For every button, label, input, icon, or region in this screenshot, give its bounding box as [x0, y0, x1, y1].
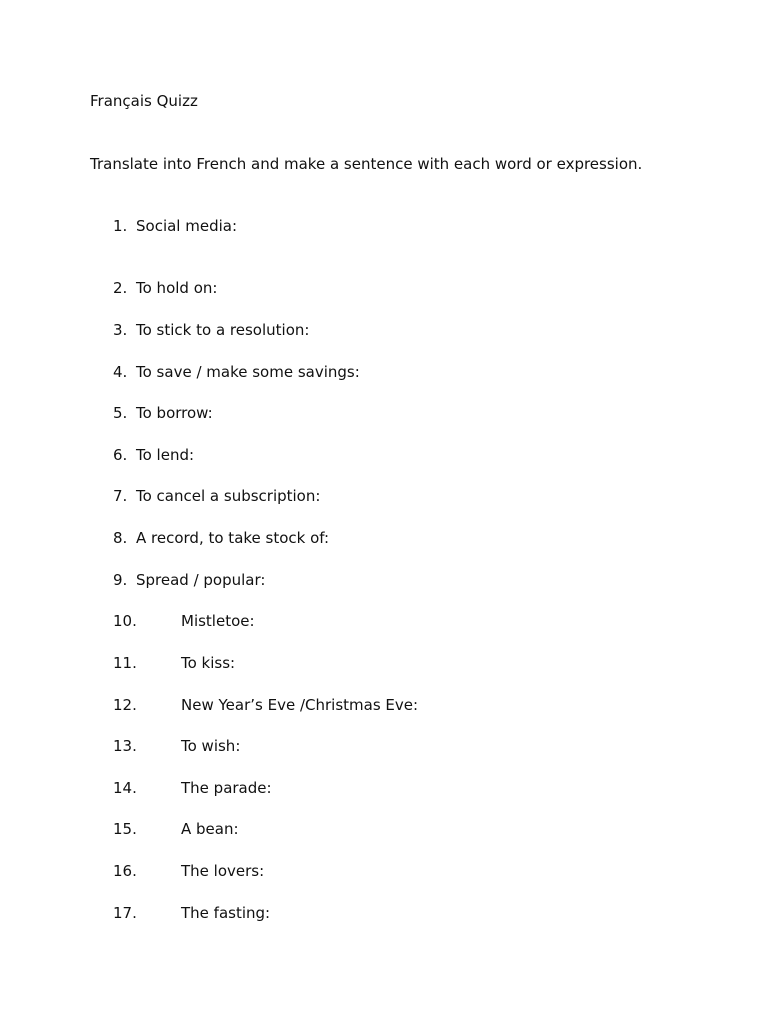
quiz-item-number: 9. [113, 571, 128, 589]
quiz-item [0, 321, 700, 339]
quiz-item-text: Mistletoe: [181, 612, 255, 630]
quiz-item-text: To kiss: [181, 654, 236, 672]
quiz-item [0, 446, 700, 464]
quiz-item-text: To save / make some savings: [136, 363, 360, 381]
quiz-item-number: 3. [113, 321, 128, 339]
quiz-item [0, 487, 700, 505]
quiz-item-text: To wish: [181, 737, 241, 755]
quiz-item-number: 10. [113, 612, 137, 630]
quiz-item-number: 5. [113, 404, 128, 422]
quiz-item-text: The lovers: [181, 862, 265, 880]
quiz-item-number: 16. [113, 862, 137, 880]
quiz-item-text: New Year’s Eve /Christmas Eve: [181, 696, 419, 714]
quiz-item [0, 904, 700, 922]
quiz-item [0, 654, 700, 672]
quiz-item-number: 13. [113, 737, 137, 755]
quiz-item-text: To lend: [136, 446, 195, 464]
quiz-item-text: The parade: [181, 779, 272, 797]
quiz-item [0, 363, 700, 381]
quiz-item [0, 279, 700, 297]
quiz-item-text: A record, to take stock of: [136, 529, 330, 547]
quiz-item-number: 15. [113, 820, 137, 838]
quiz-item-text: To stick to a resolution: [136, 321, 310, 339]
quiz-item [0, 404, 700, 422]
quiz-item-text: Social media: [136, 217, 238, 235]
quiz-item [0, 737, 700, 755]
quiz-item-number: 8. [113, 529, 128, 547]
document-instructions: Translate into French and make a sentence with each word or expression. [90, 155, 643, 173]
quiz-item [0, 779, 700, 797]
quiz-item-number: 4. [113, 363, 128, 381]
quiz-item-text: The fasting: [181, 904, 271, 922]
quiz-item [0, 862, 700, 880]
quiz-item-number: 14. [113, 779, 137, 797]
quiz-item-number: 2. [113, 279, 128, 297]
quiz-item [0, 217, 700, 235]
quiz-item [0, 612, 700, 630]
quiz-item-number: 12. [113, 696, 137, 714]
quiz-item-number: 17. [113, 904, 137, 922]
quiz-item-number: 7. [113, 487, 128, 505]
document-title: Français Quizz [90, 92, 198, 110]
quiz-item-number: 6. [113, 446, 128, 464]
quiz-item [0, 820, 700, 838]
quiz-item [0, 571, 700, 589]
quiz-item-number: 11. [113, 654, 137, 672]
quiz-item [0, 529, 700, 547]
quiz-item-text: To hold on: [136, 279, 218, 297]
quiz-item [0, 696, 700, 714]
quiz-item-number: 1. [113, 217, 128, 235]
quiz-item-text: A bean: [181, 820, 239, 838]
quiz-item-text: To borrow: [136, 404, 213, 422]
quiz-item-text: Spread / popular: [136, 571, 266, 589]
quiz-item-text: To cancel a subscription: [136, 487, 321, 505]
